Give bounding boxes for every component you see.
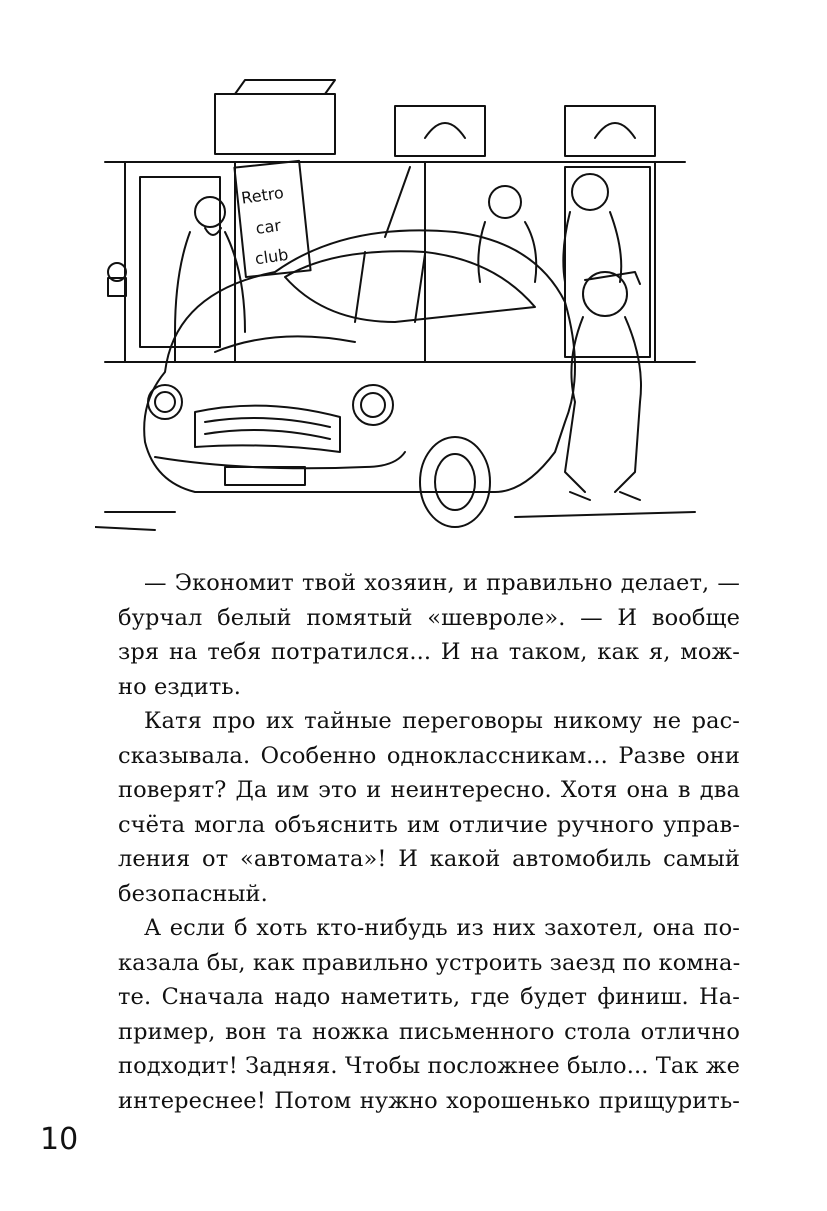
text-line: бурчал белый помятый «шевроле». — И вообще [118, 604, 740, 631]
text-line: А если б хоть кто-нибудь из них захотел, она по- [144, 915, 740, 941]
text-line: но ездить. [118, 673, 241, 700]
text-line: счёта могла объяснить им отличие ручного управ- [118, 811, 740, 838]
sign-word-retro: Retro [240, 182, 285, 208]
body-text [118, 566, 740, 1118]
paragraph-2 [118, 704, 740, 911]
text-line: ления от «автомата»! И какой автомобиль самый [118, 846, 740, 872]
text-line: те. Сначала надо наметить, где будет финиш. На- [118, 984, 740, 1010]
text-line: безопасный. [118, 880, 268, 907]
sign-word-car: car [254, 215, 283, 238]
retro-car-club-illustration [95, 72, 705, 542]
page-number: 10 [40, 1122, 79, 1157]
sign-word-club: club [253, 244, 290, 269]
text-line: Катя про их тайные переговоры никому не рас- [144, 708, 740, 734]
text-line: пример, вон та ножка письменного стола отлично [118, 1018, 740, 1045]
paragraph-1 [118, 566, 740, 704]
text-line: подходит! Задняя. Чтобы посложнее было... Так же [118, 1053, 740, 1079]
text-line: казала бы, как правильно устроить заезд по комна- [118, 949, 741, 976]
sign-box [215, 94, 335, 154]
text-line: интереснее! Потом нужно хорошенько прищурить- [118, 1087, 740, 1114]
text-line: зря на тебя потратился... И на таком, как я, мож- [118, 639, 740, 665]
text-line: — Экономит твой хозяин, и правильно делает, — [144, 570, 740, 596]
text-line: сказывала. Особенно одноклассникам... Разве они [118, 742, 740, 769]
paragraph-3 [118, 911, 740, 1118]
text-line: поверят? Да им это и неинтересно. Хотя она в два [118, 777, 740, 803]
